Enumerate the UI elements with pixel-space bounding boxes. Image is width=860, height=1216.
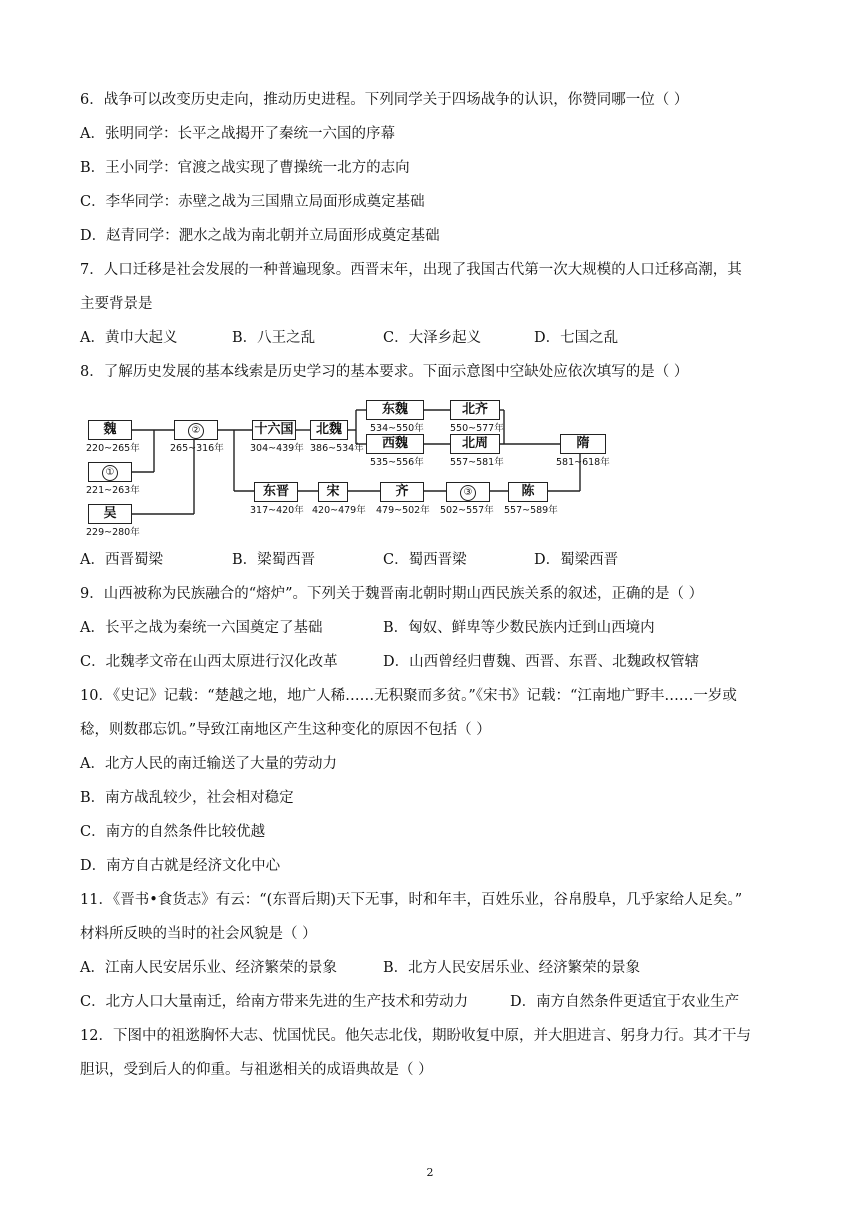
q6-option-a: A．张明同学：长平之战揭开了秦统一六国的序幕 — [80, 126, 395, 142]
blank-2-mark: ② — [188, 423, 204, 439]
q8-option-b: B．梁蜀西晋 — [232, 552, 316, 568]
q8-option-d: D．蜀梁西晋 — [534, 552, 619, 568]
box-beiqi: 北齐 — [450, 400, 500, 420]
q11-stem-line2: 材料所反映的当时的社会风貌是（ ） — [80, 926, 317, 942]
years-blank-2: 265~316年 — [170, 443, 224, 454]
box-dongjin: 东晋 — [254, 482, 298, 502]
q10-option-d: D．南方自古就是经济文化中心 — [80, 858, 281, 874]
box-qi: 齐 — [380, 482, 424, 502]
years-qi: 479~502年 — [376, 505, 430, 516]
box-blank-1 — [88, 462, 132, 482]
q7-option-b: B．八王之乱 — [232, 330, 316, 346]
years-sixteen-kingdoms: 304~439年 — [250, 443, 304, 454]
q11-stem-line1: 11．《晋书•食货志》有云：“(东晋后期)天下无事，时和年丰，百姓乐业，谷帛殷阜，几乎家给人足矣。” — [80, 892, 743, 908]
q9-stem: 9．山西被称为民族融合的“熔炉”。下列关于魏晋南北朝时期山西民族关系的叙述，正确的是（ ） — [80, 586, 704, 602]
q7-stem-line2: 主要背景是 — [80, 296, 153, 312]
q10-option-a: A．北方人民的南迁输送了大量的劳动力 — [80, 756, 337, 772]
q11-option-c: C．北方人口大量南迁，给南方带来先进的生产技术和劳动力 — [80, 994, 469, 1010]
q8-option-a: A．西晋蜀梁 — [80, 552, 163, 568]
q11-option-d: D．南方自然条件更适宜于农业生产 — [510, 994, 740, 1010]
q10-option-c: C．南方的自然条件比较优越 — [80, 824, 266, 840]
years-sui: 581~618年 — [556, 457, 610, 468]
years-dongwei: 534~550年 — [370, 423, 424, 434]
q11-option-b: B．北方人民安居乐业、经济繁荣的景象 — [383, 960, 641, 976]
years-song: 420~479年 — [312, 505, 366, 516]
q6-option-b: B．王小同学：官渡之战实现了曹操统一北方的志向 — [80, 160, 410, 176]
blank-1-mark: ① — [102, 465, 118, 481]
years-beiwei: 386~534年 — [310, 443, 364, 454]
years-xiwei: 535~556年 — [370, 457, 424, 468]
q6-stem: 6．战争可以改变历史走向，推动历史进程。下列同学关于四场战争的认识，你赞同哪一位（ ） — [80, 92, 689, 108]
years-blank-3: 502~557年 — [440, 505, 494, 516]
diagram-connectors — [84, 390, 624, 540]
q12-stem-line1: 12．下图中的祖逖胸怀大志、忧国忧民。他矢志北伐，期盼收复中原，并大胆进言、躬身力行。其才干与 — [80, 1028, 751, 1044]
q8-stem: 8．了解历史发展的基本线索是历史学习的基本要求。下面示意图中空缺处应依次填写的是（ ） — [80, 364, 689, 380]
box-blank-2 — [174, 420, 218, 440]
q10-stem-line2: 稔，则数郡忘饥。”导致江南地区产生这种变化的原因不包括（ ） — [80, 722, 491, 738]
q9-option-c: C．北魏孝文帝在山西太原进行汉化改革 — [80, 654, 338, 670]
years-wu: 229~280年 — [86, 527, 140, 538]
box-sixteen-kingdoms: 十六国 — [252, 420, 296, 440]
years-dongjin: 317~420年 — [250, 505, 304, 516]
q6-option-d: D．赵青同学：淝水之战为南北朝并立局面形成奠定基础 — [80, 228, 440, 244]
q7-option-a: A．黄巾大起义 — [80, 330, 178, 346]
box-beizhou: 北周 — [450, 434, 500, 454]
years-wei: 220~265年 — [86, 443, 140, 454]
box-wu: 吴 — [88, 504, 132, 524]
q8-option-c: C．蜀西晋梁 — [383, 552, 467, 568]
box-sui: 隋 — [560, 434, 606, 454]
box-beiwei: 北魏 — [310, 420, 348, 440]
page-number: 2 — [426, 1166, 434, 1179]
q9-option-b: B．匈奴、鲜卑等少数民族内迁到山西境内 — [383, 620, 655, 636]
box-chen: 陈 — [508, 482, 548, 502]
q9-option-d: D．山西曾经归曹魏、西晋、东晋、北魏政权管辖 — [383, 654, 700, 670]
box-wei: 魏 — [88, 420, 132, 440]
years-blank-1: 221~263年 — [86, 485, 140, 496]
q6-option-c: C．李华同学：赤壁之战为三国鼎立局面形成奠定基础 — [80, 194, 425, 210]
q7-option-d: D．七国之乱 — [534, 330, 619, 346]
q12-stem-line2: 胆识，受到后人的仰重。与祖逖相关的成语典故是（ ） — [80, 1062, 433, 1078]
q7-stem-line1: 7．人口迁移是社会发展的一种普遍现象。西晋末年，出现了我国古代第一次大规模的人口迁移高潮，其 — [80, 262, 742, 278]
dynasty-diagram — [84, 390, 624, 540]
years-chen: 557~589年 — [504, 505, 558, 516]
years-beiqi: 550~577年 — [450, 423, 504, 434]
q9-option-a: A．长平之战为秦统一六国奠定了基础 — [80, 620, 323, 636]
box-dongwei: 东魏 — [366, 400, 424, 420]
box-blank-3 — [446, 482, 490, 502]
box-song: 宋 — [318, 482, 348, 502]
q7-option-c: C．大泽乡起义 — [383, 330, 482, 346]
box-xiwei: 西魏 — [366, 434, 424, 454]
blank-3-mark: ③ — [460, 485, 476, 501]
q11-option-a: A．江南人民安居乐业、经济繁荣的景象 — [80, 960, 337, 976]
q10-option-b: B．南方战乱较少，社会相对稳定 — [80, 790, 294, 806]
years-beizhou: 557~581年 — [450, 457, 504, 468]
q10-stem-line1: 10．《史记》记载：“楚越之地，地广人稀……无积聚而多贫。”《宋书》记载：“江南地广野丰……一岁或 — [80, 688, 737, 704]
